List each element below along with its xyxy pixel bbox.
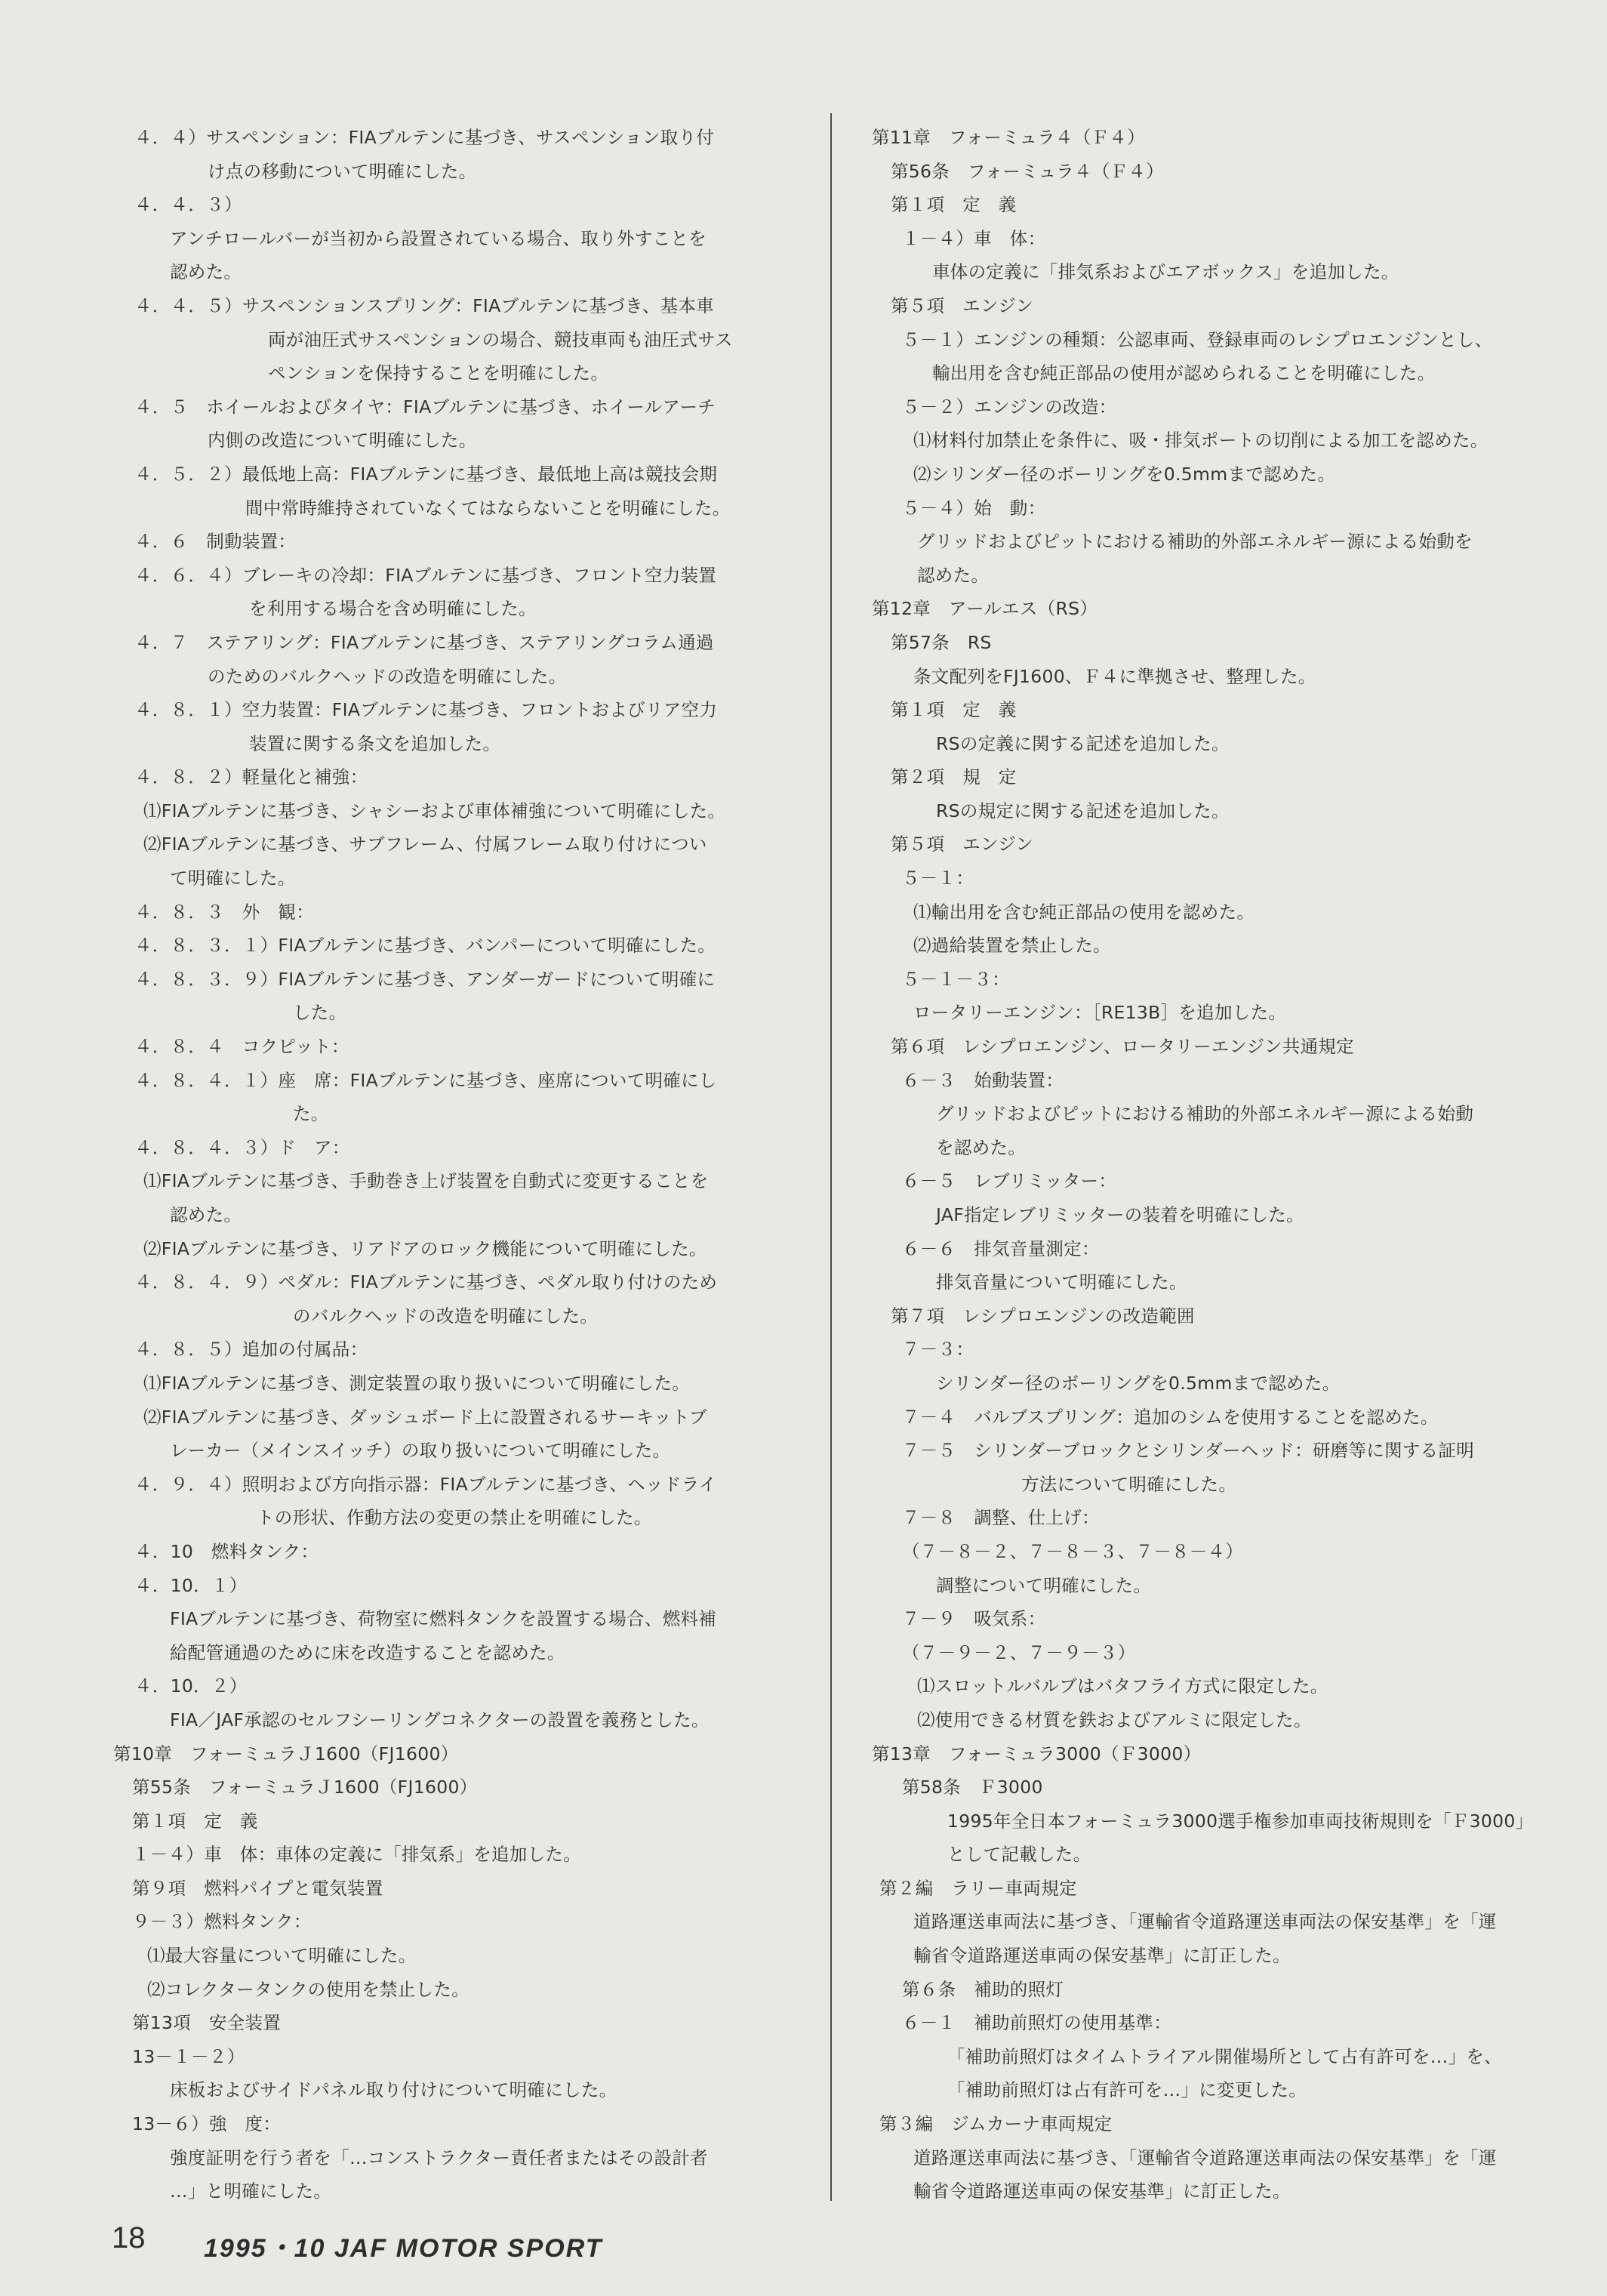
text-line: 第２編 ラリー車両規定 — [879, 1877, 1077, 1899]
text-line: 第13章 フォーミュラ3000（Ｆ3000） — [872, 1743, 1202, 1764]
text-line: ４．10．１） — [134, 1574, 248, 1596]
text-line: 輸出用を含む純正部品の使用が認められることを明確にした。 — [932, 362, 1436, 384]
text-line: 第57条 RS — [891, 631, 992, 653]
text-line: 調整について明確にした。 — [936, 1574, 1152, 1596]
text-line: ９－３）燃料タンク： — [132, 1911, 312, 1933]
publication-title: 1995・10 JAF MOTOR SPORT — [204, 2234, 603, 2263]
text-line: ペンションを保持することを明確にした。 — [268, 362, 609, 384]
text-line: 第２項 規 定 — [891, 766, 1017, 788]
text-line: ４．８．２）軽量化と補強： — [134, 766, 368, 788]
text-line: ４．５．２）最低地上高：FIAブルテンに基づき、最低地上高は競技会期 — [134, 463, 718, 485]
page-number: 18 — [112, 2221, 146, 2254]
text-line: ロータリーエンジン：［RE13B］を追加した。 — [913, 1002, 1287, 1024]
text-line: ⑵FIAブルテンに基づき、ダッシュボード上に設置されるサーキットブ — [143, 1406, 707, 1428]
text-line: 強度証明を行う者を「…コンストラクター責任者またはその設計者 — [170, 2147, 708, 2168]
text-line: ４．６ 制動装置： — [134, 531, 297, 553]
text-line: レーカー（メインスイッチ）の取り扱いについて明確にした。 — [170, 1440, 671, 1462]
text-line: した。 — [293, 1002, 347, 1024]
text-line: ⑴スロットルバルブはバタフライ方式に限定した。 — [917, 1675, 1328, 1697]
text-line: ７－５ シリンダーブロックとシリンダーヘッド：研磨等に関する証明 — [902, 1440, 1475, 1462]
text-line: 第11章 フォーミュラ４（Ｆ４） — [872, 127, 1146, 148]
text-line: 条文配列をFJ1600、Ｆ４に準拠させ、整理した。 — [913, 665, 1316, 687]
text-line: JAF指定レブリミッターの装着を明確にした。 — [936, 1204, 1304, 1225]
text-line: 第１項 定 義 — [132, 1810, 258, 1832]
text-line: （７－８－２、７－８－３、７－８－４） — [902, 1540, 1244, 1562]
text-line: 第７項 レシプロエンジンの改造範囲 — [891, 1305, 1195, 1327]
text-line: 内側の改造について明確にした。 — [208, 430, 477, 451]
text-line: ４．８．３．１）FIAブルテンに基づき、バンパーについて明確にした。 — [134, 935, 716, 957]
text-line: 第１項 定 義 — [891, 194, 1017, 216]
text-line: グリッドおよびピットにおける補助的外部エネルギー源による始動を — [917, 531, 1473, 553]
text-line: 「補助前照灯はタイムトライアル開催場所として占有許可を…」を、 — [947, 2045, 1502, 2067]
text-line: ４．８．５）追加の付属品： — [134, 1339, 368, 1361]
text-line: ６－１ 補助前照灯の使用基準： — [902, 2012, 1171, 2034]
text-line: ５－４）始 動： — [902, 497, 1046, 519]
text-line: FIAブルテンに基づき、荷物室に燃料タンクを設置する場合、燃料補 — [170, 1608, 717, 1630]
text-line: 第５項 エンジン — [891, 294, 1034, 316]
text-line: 第12章 アールエス（RS） — [872, 598, 1098, 620]
text-line: （７－９－２、７－９－３） — [902, 1641, 1136, 1663]
text-line: 第９項 燃料パイプと電気装置 — [132, 1877, 383, 1899]
left-column — [113, 121, 785, 2208]
text-line: 床板およびサイドパネル取り付けについて明確にした。 — [170, 2079, 617, 2101]
text-line: ６－５ レブリミッター： — [902, 1170, 1117, 1192]
text-line: を利用する場合を含め明確にした。 — [249, 598, 537, 620]
text-line: ⑴材料付加禁止を条件に、吸・排気ポートの切削による加工を認めた。 — [913, 430, 1488, 451]
text-line: ４．８．４ コクピット： — [134, 1036, 349, 1058]
text-line: 第３編 ジムカーナ車両規定 — [879, 2113, 1113, 2135]
text-line: 1995年全日本フォーミュラ3000選手権参加車両技術規則を「Ｆ3000」 — [947, 1810, 1534, 1832]
text-line: ４．４．３） — [134, 194, 242, 216]
text-line: ⑵シリンダー径のボーリングを0.5mmまで認めた。 — [913, 463, 1336, 485]
text-line: ４．４）サスペンション：FIAブルテンに基づき、サスペンション取り付 — [134, 127, 715, 148]
text-line: 第６項 レシプロエンジン、ロータリーエンジン共通規定 — [891, 1036, 1354, 1058]
text-line: のバルクヘッドの改造を明確にした。 — [293, 1305, 599, 1327]
text-line: 13－６）強 度： — [132, 2113, 282, 2135]
text-line: FIA／JAF承認のセルフシーリングコネクターの設置を義務とした。 — [170, 1709, 710, 1730]
text-line: １－４）車 体： — [902, 227, 1046, 249]
column-divider — [830, 113, 832, 2201]
text-line: ⑵FIAブルテンに基づき、リアドアのロック機能について明確にした。 — [143, 1237, 707, 1259]
text-line: ７－３： — [902, 1339, 974, 1361]
text-line: ４．８．４．３）ド ア： — [134, 1136, 350, 1158]
text-line: RSの定義に関する記述を追加した。 — [936, 732, 1230, 754]
text-line: 第５項 エンジン — [891, 834, 1034, 855]
text-line: 第10章 フォーミュラＪ1600（FJ1600） — [113, 1743, 459, 1764]
text-line: ⑴FIAブルテンに基づき、手動巻き上げ装置を自動式に変更することを — [143, 1170, 709, 1192]
text-line: トの形状、作動方法の変更の禁止を明確にした。 — [257, 1507, 652, 1529]
text-line: ⑵FIAブルテンに基づき、サブフレーム、付属フレーム取り付けについ — [143, 834, 707, 855]
text-line: 第55条 フォーミュラＪ1600（FJ1600） — [132, 1777, 478, 1798]
text-line: 給配管通過のために床を改造することを認めた。 — [170, 1641, 565, 1663]
text-line: ７－８ 調整、仕上げ： — [902, 1507, 1100, 1529]
text-line: 道路運送車両法に基づき、「運輸省令道路運送車両法の保安基準」を「運 — [913, 1911, 1497, 1933]
text-line: 輸省令道路運送車両の保安基準」に訂正した。 — [913, 1945, 1291, 1967]
text-line: ⑵コレクタータンクの使用を禁止した。 — [147, 1978, 469, 2000]
text-line: ５－１－３： — [902, 968, 1010, 990]
text-line: ６－３ 始動装置： — [902, 1069, 1064, 1091]
text-line: て明確にした。 — [170, 868, 296, 889]
text-line: ５－１： — [902, 868, 974, 889]
text-line: …」と明確にした。 — [170, 2180, 332, 2202]
text-line: アンチロールバーが当初から設置されている場合、取り外すことを — [170, 227, 707, 249]
text-line: 輸省令道路運送車両の保安基準」に訂正した。 — [913, 2180, 1291, 2202]
text-line: 道路運送車両法に基づき、「運輸省令道路運送車両法の保安基準」を「運 — [913, 2147, 1497, 2168]
text-line: ４．10．２） — [134, 1675, 248, 1697]
text-line: ５－１）エンジンの種類：公認車両、登録車両のレシプロエンジンとし、 — [902, 328, 1493, 350]
right-column — [872, 121, 1551, 2208]
text-line: 第56条 フォーミュラ４（Ｆ４） — [891, 160, 1165, 182]
text-line: ⑴最大容量について明確にした。 — [147, 1945, 417, 1967]
text-line: ５－２）エンジンの改造： — [902, 396, 1117, 418]
text-line: 方法について明確にした。 — [1021, 1473, 1237, 1495]
text-line: 排気音量について明確にした。 — [936, 1271, 1187, 1293]
text-line: ４．８．３ 外 観： — [134, 901, 314, 923]
text-line: ４．８．４．９）ペダル：FIAブルテンに基づき、ペダル取り付けのため — [134, 1271, 718, 1293]
text-line: ４．８．４．１）座 席：FIAブルテンに基づき、座席について明確にし — [134, 1069, 717, 1091]
text-line: を認めた。 — [936, 1136, 1026, 1158]
text-line: ４．８．３．９）FIAブルテンに基づき、アンダーガードについて明確に — [134, 968, 716, 990]
text-line: シリンダー径のボーリングを0.5mmまで認めた。 — [936, 1372, 1341, 1394]
text-line: ７－４ バルブスプリング：追加のシムを使用することを認めた。 — [902, 1406, 1439, 1428]
text-line: ６－６ 排気音量測定： — [902, 1237, 1100, 1259]
text-line: 両が油圧式サスペンションの場合、競技車両も油圧式サス — [268, 328, 733, 350]
text-line: ４．10 燃料タンク： — [134, 1540, 319, 1562]
text-line: ４．４．５）サスペンションスプリング：FIAブルテンに基づき、基本車 — [134, 294, 715, 316]
text-line: ７－９ 吸気系： — [902, 1608, 1046, 1630]
text-line: ⑵使用できる材質を鉄およびアルミに限定した。 — [917, 1709, 1312, 1730]
text-line: け点の移動について明確にした。 — [208, 160, 477, 182]
text-line: 認めた。 — [917, 564, 990, 586]
text-line: 認めた。 — [170, 1204, 242, 1225]
text-line: 第６条 補助的照灯 — [902, 1978, 1064, 2000]
text-line: ４．５ ホイールおよびタイヤ：FIAブルテンに基づき、ホイールアーチ — [134, 396, 716, 418]
text-line: ⑴輸出用を含む純正部品の使用を認めた。 — [913, 901, 1255, 923]
text-line: 認めた。 — [170, 261, 242, 283]
text-line: 間中常時維持されていなくてはならないことを明確にした。 — [245, 497, 731, 519]
text-line: RSの規定に関する記述を追加した。 — [936, 800, 1230, 821]
text-line: 装置に関する条文を追加した。 — [249, 732, 501, 754]
text-line: ⑴FIAブルテンに基づき、シャシーおよび車体補強について明確にした。 — [143, 800, 726, 821]
text-line: のためのバルクヘッドの改造を明確にした。 — [208, 665, 567, 687]
text-line: 「補助前照灯は占有許可を…」に変更した。 — [947, 2079, 1307, 2101]
text-line: １－４）車 体：車体の定義に「排気系」を追加した。 — [132, 1844, 581, 1866]
text-line: 第13項 安全装置 — [132, 2012, 282, 2034]
text-line: ４．７ ステアリング：FIAブルテンに基づき、ステアリングコラム通過 — [134, 631, 714, 653]
text-line: ⑵過給装置を禁止した。 — [913, 935, 1111, 957]
text-line: として記載した。 — [947, 1844, 1091, 1866]
text-line: 13－１－２） — [132, 2045, 245, 2067]
text-line: た。 — [293, 1103, 329, 1125]
text-line: 車体の定義に「排気系およびエアボックス」を追加した。 — [932, 261, 1399, 283]
text-line: グリッドおよびピットにおける補助的外部エネルギー源による始動 — [936, 1103, 1474, 1125]
text-line: ４．６．４）ブレーキの冷却：FIAブルテンに基づき、フロント空力装置 — [134, 564, 717, 586]
text-line: ４．９．４）照明および方向指示器：FIAブルテンに基づき、ヘッドライ — [134, 1473, 717, 1495]
text-line: 第１項 定 義 — [891, 699, 1017, 721]
text-line: ４．８．１）空力装置：FIAブルテンに基づき、フロントおよびリア空力 — [134, 699, 718, 721]
text-line: 第58条 Ｆ3000 — [902, 1777, 1043, 1798]
text-line: ⑴FIAブルテンに基づき、測定装置の取り扱いについて明確にした。 — [143, 1372, 691, 1394]
